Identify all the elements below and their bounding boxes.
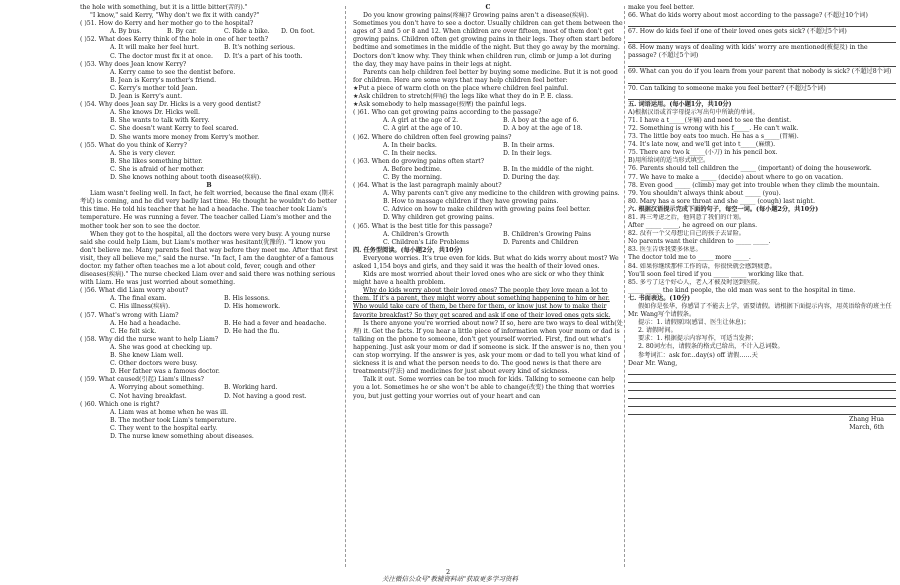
option-row [353,239,623,247]
option-row [353,125,623,133]
passage-paragraph: Liam wasn't feeling well. In fact, he felt worried, because the final exam (期末考试) is coming, and he did very badly last time. He thought he wouldn't do better this time. He told his teacher that he had a headache. The teacher took Liam's temperature. He was running a fever. The teacher called Liam's mother and the mother took her son to see the doctor. [80,190,337,230]
passage-paragraph: Kids are most worried about their loved ones who are sick or who they think might have a health problem. [353,271,604,287]
writing-line[interactable] [628,376,896,383]
answer-option[interactable]: A. He had a headache. [110,319,181,327]
answer-option[interactable]: D. The nurse knew something about diseases. [110,432,254,440]
vocab-b-list [628,165,896,205]
answer-option[interactable]: B. How to massage children if they have growing pains. [383,198,559,206]
option-row [353,231,623,239]
question-stem: ( )58. Why did the nurse want to help Liam? [80,335,219,343]
answer-option[interactable]: C. Ride a bike. [224,28,270,36]
writing-line[interactable] [628,368,896,375]
question-stem: ( )62. Where do children often feel growing pains? [353,133,512,141]
answer-option[interactable]: A. She knows Dr. Hicks well. [110,109,200,117]
answer-option[interactable]: A. Why parents can't give any medicine to the children with growing pains. [383,190,620,198]
question-group-c [353,109,623,247]
page-number: 2 [446,567,451,576]
question-stem: ( )54. Why does Jean say Dr. Hicks is a very good dentist? [80,101,261,109]
option-row [353,174,623,182]
answer-option[interactable]: A. She is very clever. [110,149,176,157]
translation-item: The doctor told me to _____ more _____. [628,254,751,262]
answer-option[interactable]: C. Not having breakfast. [110,392,187,400]
answer-option[interactable]: A. Worrying about something. [110,384,204,392]
answer-option[interactable]: C. By the morning. [383,173,442,181]
answer-option[interactable]: C. In their necks. [383,149,437,157]
tip-item: ★Ask somebody to help massage(按摩) the painful legs. [353,101,527,109]
translation-item: 85. 多亏了这个好心人，老人才被及时送到医院。 [628,278,764,286]
question-stem: ( )65. What is the best title for this passage? [353,222,493,230]
vocab-item: 77. We have to make a _____ (decide) about where to go on vacation. [628,173,844,181]
column-divider [345,6,346,567]
question-stem: ( )51. How do Kerry and her mother go to the hospital? [80,20,254,28]
question-67: 67. How do kids feel if one of their loved ones gets sick? (不超过5个词) [628,28,847,36]
option-row [80,384,338,392]
sub-instruction: A)根据汉语或首字母提示写出句中所缺的单词。 [628,108,759,116]
writing-line[interactable] [628,400,896,407]
prompt-line: 参考词汇：ask for...day(s) off 请假……天 [638,351,758,359]
option-row [80,328,338,336]
answer-option[interactable]: B. Children's Growing Pains [503,230,592,238]
question-stem: ( )64. What is the last paragraph mainly about? [353,182,502,190]
question-group-a [80,20,338,182]
answer-option[interactable]: B. He had a fever and headache. [224,319,327,327]
question-stem: ( )61. Who can get growing pains according to the passage? [353,109,542,117]
answer-option[interactable]: A. Kerry came to see the dentist before. [110,68,236,76]
vocab-item: 73. The little boy eats too much. He has a s_____(胃痛). [628,133,799,141]
answer-line[interactable] [628,77,896,84]
answer-option[interactable]: B. Working hard. [224,384,278,392]
option-row [80,393,338,401]
option-row [353,150,623,158]
answer-option[interactable]: D. He had the flu. [224,327,280,335]
question-69: 69. What can you do if you learn from your parent that nobody is sick? (不超过8个词) [628,68,892,76]
passage-paragraph: Why do kids worry about their loved ones? The people they love mean a lot to them. If it's a parent, they might worry about something happening to him or her. Who would take care of them, be there for them, or know just how to make their favorite breakfast? So they get scared and ask if one of their loved ones gets sick. [353,287,611,319]
vocab-item: 75. There are two k_____(小刀) in his pencil box. [628,149,778,157]
answer-option[interactable]: A. A girl at the age of 2. [383,117,459,125]
passage-paragraph: Everyone worries. It's true even for kids. But what do kids worry about most? We asked 1,154 boys and girls, and they said it was the health of their loved ones. [353,254,619,270]
answer-line[interactable] [628,60,896,67]
answer-option[interactable]: D. Not having a good rest. [224,392,307,400]
translation-item: After _____ _____, he agreed on our plans. [628,222,758,230]
prompt-line: 提示：1. 请假原因(感冒、医生让休息)； [638,319,750,327]
answer-option[interactable]: C. The doctor must fix it at once. [110,52,213,60]
answer-option[interactable]: D. His homework. [224,303,281,311]
vocab-item: 80. Mary has a sore throat and she _____ (cough) last night. [628,197,815,205]
answer-option[interactable]: B. She likes something bitter. [110,157,203,165]
answer-option[interactable]: B. By car. [167,28,197,36]
prompt-line: 2. 请假时间。 [638,327,677,335]
answer-option[interactable]: A. She was good at checking up. [110,343,212,351]
answer-option[interactable]: C. A girl at the age of 10. [383,125,463,133]
answer-line[interactable] [628,93,896,100]
passage-paragraph: Parents can help children feel better by buying some medicine. But it is not good for children. Here are some ways that may help children feel better: [353,68,618,84]
option-row [80,44,338,52]
vocab-item: 71. I have a t_____(牙痛) and need to see the dentist. [628,116,792,124]
middle-column [353,4,623,569]
answer-option[interactable]: A. The final exam. [110,295,167,303]
right-column [628,4,896,569]
question-stem: ( )53. Why does Jean know Kerry? [80,60,187,68]
question-stem: ( )55. What do you think of Kerry? [80,141,187,149]
left-column [80,4,338,569]
answer-option[interactable]: D. During the day. [503,173,560,181]
section-heading: 六. 根据汉语提示完成下面的句子，每空一词。(每小题2分，共10分) [628,205,819,213]
section-heading: B [206,182,212,190]
answer-option[interactable]: A. In their backs. [383,141,437,149]
text-line: make you feel better. [628,4,695,11]
answer-option[interactable]: D. In their legs. [503,149,552,157]
answer-option[interactable]: D. Parents and Children [503,238,579,246]
option-row [80,53,338,61]
option-row [80,28,338,36]
writing-prompt [628,303,896,360]
question-66: 66. What do kids worry about most according to the passage? (不超过10个词) [628,12,868,20]
answer-line[interactable] [628,36,896,43]
prompt-line: 要求：1. 根据提示内容写作，可适当发挥； [638,335,758,343]
answer-option[interactable]: B. She wants to talk with Kerry. [110,117,210,125]
option-row [353,117,623,125]
prompt-line: 2. 80词左右，请假条的格式已给出，不计入总词数。 [638,343,784,351]
translation-item: 82. 没有一个父母想让自己的孩子去冒险。 [628,230,745,238]
tip-item: ★Put a piece of warm cloth on the place where children feel painful. [353,84,569,92]
answer-option[interactable]: D. A boy at the age of 18. [503,125,583,133]
answer-option[interactable]: B. She knew Liam well. [110,352,184,360]
answer-option[interactable]: A. Liam was at home when he was ill. [110,408,229,416]
answer-option[interactable]: D. Her father was a famous doctor. [110,368,220,376]
answer-option[interactable]: D. On foot. [281,28,315,36]
answer-option[interactable]: B. His lessons. [224,295,270,303]
vocab-item: 78. Even good _____ (climb) may get into trouble when they climb the mountain. [628,181,880,189]
section-heading: 七. 书面表达。(10分) [628,294,691,302]
answer-option[interactable]: C. Other doctors were busy. [110,360,198,368]
column-divider [624,6,625,567]
answer-line[interactable] [628,20,896,27]
question-stem: ( )60. Which one is right? [80,400,160,408]
vocab-a-list [628,117,896,157]
option-row [353,166,623,174]
answer-option[interactable]: A. Children's Growth [383,230,449,238]
option-row [353,142,623,150]
translation-list [628,214,896,295]
option-row [80,320,338,328]
signature-date: March, 6th [849,423,884,431]
vocab-item: 74. It's late now, and we'll get into t_____(麻烦). [628,141,776,149]
answer-option[interactable]: A. By bus. [110,28,142,36]
answer-option[interactable]: A. It will make her feel hurt. [110,44,199,52]
answer-option[interactable]: D. She wants more money from Kerry's mother. [110,133,260,141]
vocab-item: 76. Parents should tell children the _____ (important) of doing the housework. [628,165,872,173]
tip-item: ★Ask children to stretch(伸展) the legs like what they do in P. E. class. [353,93,573,101]
answer-option[interactable]: D. Why children get growing pains. [383,214,495,222]
translation-item: You'll soon feel tired if you _____ _____ working like that. [628,270,804,278]
section-heading: C [485,4,491,11]
question-stem: ( )59. What caused(引起) Liam's illness? [80,376,204,384]
translation-item: 84. 如果你继续那样工作的话，你很快就会感到疲惫。 [628,262,776,270]
answer-option[interactable]: A. Before bedtime. [383,165,442,173]
question-stem: ( )56. What did Liam worry about? [80,287,189,295]
answer-option[interactable]: D. She knows nothing about tooth disease(疾病). [110,173,262,181]
footer-note: 关注微信公众号"教辅资料站"获取更多学习资料 [382,574,518,583]
writing-line[interactable] [628,408,896,415]
passage-paragraph: When they got to the hospital, all the doctors were very busy. A young nurse said she could help Liam, but Liam's mother was hesitant(犹豫的). "I know you don't believe me. Many parents feel that way before they meet me. After that first visit, they all believe me," said the nurse. "In fact, I am the daughter of a famous doctor. my father often teaches me a lot about cold, fever, cough and other diseases(疾病)." The nurse checked Liam over and said there was nothing serious with Liam. He was just worried about something. [80,230,338,287]
text-line: "I know," said Kerry, "Why don't we fix it with candy?" [90,12,260,20]
prompt-line: 假如你是张华，你感冒了不能去上学，需要请假。请根据下面提示内容，用英语给你的班主任Mr. Wang写个请假条。 [628,303,892,319]
answer-option[interactable]: B. The mother took Liam's temperature. [110,416,237,424]
sub-instruction: B)用所给词的适当形式填空。 [628,157,710,165]
answer-option[interactable]: D. Jean is Kerry's aunt. [110,93,183,101]
translation-item: No parents want their children to _____ _____. [628,238,771,246]
passage-paragraph: Talk it out. Some worries can be too much for kids. Talking to someone can help you a lot. Sometimes he or she won't be able to change(改变) the thing that worries you, but just getting your worries out of your heart and can [353,376,615,400]
option-row [80,303,338,311]
passage-paragraph: Is there anyone you're worried about now? If so, here are two ways to deal with(处理) it. Get the facts. If you hear a little piece of information when your mom or dad is talking on the phone to someone, don't get yourself worried. First, find out what's happening. Just ask your mom or dad if someone is sick. If the answer is no, then you can stop worrying. If the answer is yes, ask your mom or dad to tell you what kind of sickness it is and what the person needs to do. The good news is that there are treatments(疗法) and medicines for just about every kind of sickness. [353,319,623,376]
answer-option[interactable]: C. Kerry's mother told Jean. [110,84,198,92]
letter-greeting: Dear Mr. Wang, [628,359,678,367]
vocab-item: 72. Something is wrong with his f_____. He can't walk. [628,124,799,132]
writing-line[interactable] [628,384,896,391]
answer-option[interactable]: C. He felt sick. [110,327,157,335]
question-stem: ( )63. When do growing pains often start? [353,157,485,165]
text-line: the hole with something, but it is a little bitter(苦的)." [80,4,248,11]
writing-line[interactable] [628,392,896,399]
answer-option[interactable]: B. It's nothing serious. [224,44,295,52]
answer-option[interactable]: C. His illness(疾病). [110,303,171,311]
translation-item: _____ _____ the kind people, the old man was sent to the hospital in time. [628,286,856,294]
passage-paragraph: Do you know growing pains(疼痛)? Growing pains aren't a disease(疾病). Sometimes you don't have to see a doctor. Usually children can get them between the ages of 3 and 5 or 8 and 12. When children are over fifteen, most of them don't get growing pains. Children often get growing pains in their legs. They often start before bedtime and sometimes in the middle of the night. But they go away by the morning. Doctors don't know why. They think when children run, climb or jump a lot during the day, they may have pains in their legs at night. [353,12,623,68]
answer-option[interactable]: C. They went to the hospital early. [110,424,218,432]
section-heading: 五. 词语运用。(每小题1分，共10分) [628,100,732,108]
answer-option[interactable]: B. A boy at the age of 6. [503,117,579,125]
question-stem: ( )57. What's wrong with Liam? [80,311,179,319]
answer-option[interactable]: C. Advice on how to make children with growing pains feel better. [383,206,591,214]
question-70: 70. Can talking to someone make you feel better? (不超过5个词) [628,84,826,92]
signature-name: Zhang Hua [849,415,884,423]
answer-option[interactable]: C. Children's Life Problems [383,238,470,246]
answer-option[interactable]: C. She doesn't want Kerry to feel scared. [110,125,239,133]
translation-item: 83. 医生告诉我要多休息。 [628,246,702,254]
section-heading: 四. 任务型阅读。(每小题2分，共10分) [353,246,463,254]
vocab-item: 79. You shouldn't always think about _____ (you). [628,189,781,197]
answer-option[interactable]: B. In the middle of the night. [503,165,594,173]
translation-item: 81. 再三考虑之后，他同意了我们的计划。 [628,213,745,221]
question-stem: ( )52. What does Kerry think of the hole in one of her teeth? [80,36,269,44]
answer-option[interactable]: C. She is afraid of her mother. [110,165,205,173]
answer-option[interactable]: B. In their arms. [503,141,555,149]
question-68: 68. How many ways of dealing with kids' worry are mentioned(被提及) in the passage? (不超过5个词) [628,44,868,60]
question-group-b [80,287,338,441]
answer-option[interactable]: D. It's a part of his tooth. [224,52,303,60]
answer-option[interactable]: B. Jean is Kerry's mother's friend. [110,76,217,84]
